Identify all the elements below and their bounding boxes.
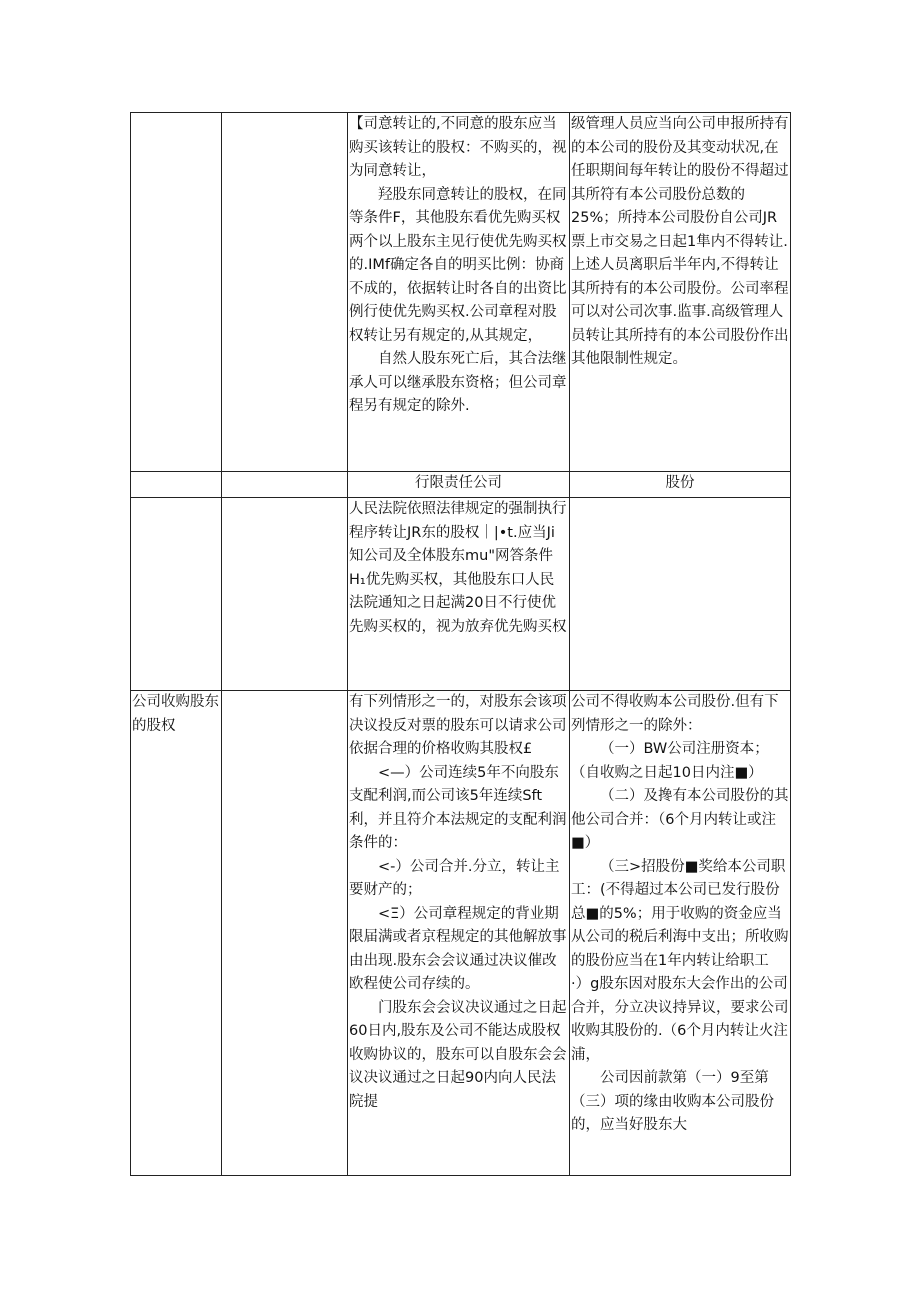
paragraph: 【司意转让的,不同意的股东应当购买该转让的股权：不购买的，视为同意转让，	[349, 116, 567, 179]
cell-empty	[131, 472, 222, 498]
document-table	[130, 112, 791, 1176]
cell-empty	[131, 498, 222, 691]
cell-empty	[222, 113, 348, 472]
paragraph: <Ξ）公司章程规定的背业期限届满或者京程规定的其他解放事由出现.股东会会议通过决议催改欧程使公司存续的。	[349, 905, 567, 992]
paragraph: 门股东会会议决议通过之日起60日内,股东及公司不能达成股权收购协议的，股东可以自股东会会议决议通过之日起90内向人民法院提	[349, 999, 567, 1110]
cell-transfer-shares	[570, 113, 791, 472]
paragraph: 级管理人员应当向公司申报所持有的本公司的股份及其变动状况,在任职期间每年转让的股份不得超过其所符有本公司股份总数的25%；所持本公司股份自公司JR票上市交易之日起1隼内不得转让.上述人员离职后半年内,不得转让其所持有的本公司股份。公司率程可以对公司次事.监事.高级管理人员转让其所持有的本公司股份作出其他限制性规定。	[571, 116, 789, 367]
cell-empty	[222, 498, 348, 691]
row-label	[131, 691, 222, 1176]
cell-transfer-llc	[348, 113, 570, 472]
cell-empty	[222, 691, 348, 1176]
cell-empty	[131, 113, 222, 472]
cell-empty	[222, 472, 348, 498]
paragraph: <—）公司连续5年不向股东支配利润,而公司该5年连续Sft利，并且符介本法规定的支配利润条件的：	[349, 764, 567, 851]
paragraph: 人民法院依照法律规定的强制执行程序转让JR东的股权｜|•t.应当Ji知公司及全体股东mu"网答条件H₁优先购买权，其他股东口人民法院通知之日起满20日不行使优先购买权的，视为放弃优先购买权	[349, 501, 567, 635]
paragraph: 羟股东同意转让的股权，在同等条件F，其他股东看优先购买权两个以上股东主见行使优先购买权的.IMf确定各自的明买比例：协商不成的，依据转让时各自的出资比例行使优先购买权.公司章程对股权转让另有规定的,从其规定，	[349, 186, 567, 344]
paragraph: 公司不得收购本公司股份.但有下列情形之一的除外：	[571, 694, 779, 734]
paragraph: 公司因前款第（一）9至第（三）项的缘由收购本公司股份的，应当好股东大	[571, 1070, 774, 1133]
paragraph: （二）及搀有本公司股份的其他公司合并：（6个月内转让或注■）	[571, 788, 789, 851]
paragraph: 自然人股东死亡后，其合法继承人可以继承股东资格；但公司章程另有规定的除外.	[349, 351, 567, 414]
column-header-llc: 行限责任公司	[348, 472, 570, 498]
cell-buyback-llc	[348, 691, 570, 1176]
cell-court-transfer	[348, 498, 570, 691]
paragraph: <-）公司合并.分立，转让主要财产的；	[349, 858, 560, 898]
row-label-text: 公司收购股东的股权	[132, 694, 219, 734]
paragraph: ·）g股东因对股东大会作出的公司合并，分立决议持异议，要求公司收购其股份的.（6个月内转让火注浦，	[571, 976, 789, 1063]
paragraph: （三>招股份■奖给本公司职工：(不得超过本公司已发行股份总■的5%；用于收购的资金应当从公司的税后利海中支出；所收购的股份应当在1年内转让给职工	[571, 858, 789, 969]
paragraph: （一）BW公司注册资本；（自收购之日起10日内注■）	[571, 741, 769, 781]
table-row	[131, 113, 791, 472]
cell-buyback-shares	[570, 691, 791, 1176]
table-row	[131, 691, 791, 1176]
table-row	[131, 498, 791, 691]
column-header-shares: 股份	[570, 472, 791, 498]
table-header-row	[131, 472, 791, 498]
cell-empty	[570, 498, 791, 691]
paragraph: 有下列情形之一的，对股东会该项决议投反对票的股东可以请求公司依据合理的价格收购其股权£	[349, 694, 567, 757]
